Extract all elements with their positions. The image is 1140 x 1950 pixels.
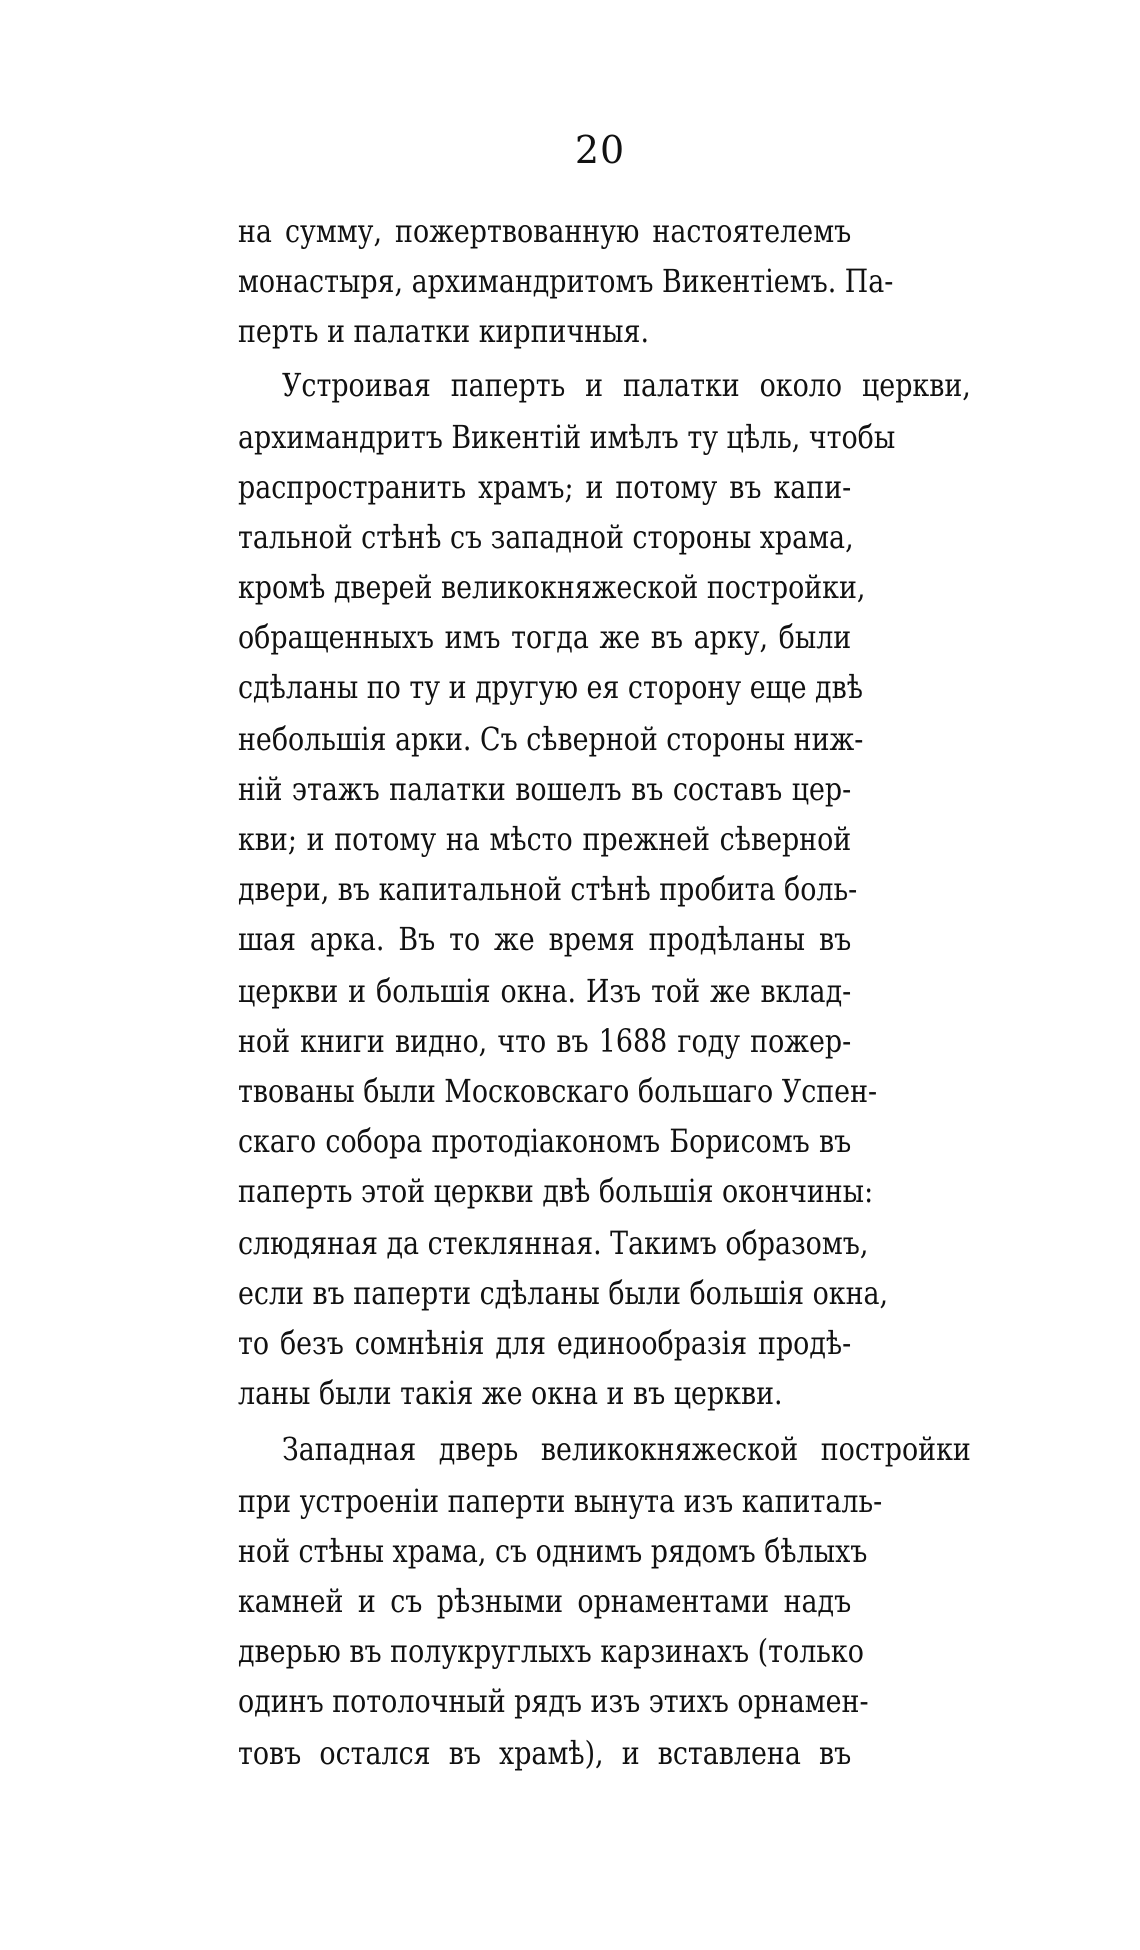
text-line: тальной стѣнѣ съ западной стороны храма,	[238, 518, 854, 556]
text-line: Устроивая паперть и палатки около церкви,	[282, 366, 971, 404]
text-line: монастыря, архимандритомъ Викентіемъ. Па-	[238, 262, 894, 300]
text-line: архимандритъ Викентій имѣлъ ту цѣль, чтобы	[238, 418, 896, 456]
text-line: дверью въ полукруглыхъ карзинахъ (только	[238, 1632, 864, 1670]
text-line: ной книги видно, что въ 1688 году пожер-	[238, 1022, 852, 1060]
text-line: небольшія арки. Съ сѣверной стороны ниж-	[238, 720, 864, 758]
text-line: товъ остался въ храмѣ), и вставлена въ	[238, 1734, 852, 1772]
text-line: скаго собора протодіакономъ Борисомъ въ	[238, 1122, 852, 1160]
text-line: распространить храмъ; и потому въ капи-	[238, 468, 852, 506]
text-line: твованы были Московскаго большаго Успен-	[238, 1072, 878, 1110]
text-line: ной стѣны храма, съ однимъ рядомъ бѣлыхъ	[238, 1532, 868, 1570]
text-line: если въ паперти сдѣланы были большія окна,	[238, 1274, 889, 1312]
text-line: паперть этой церкви двѣ большія окончины:	[238, 1172, 874, 1210]
text-line: сдѣланы по ту и другую ея сторону еще двѣ	[238, 668, 863, 706]
text-line: двери, въ капитальной стѣнѣ пробита боль-	[238, 870, 858, 908]
text-line: при устроеніи паперти вынута изъ капиталь-	[238, 1482, 883, 1520]
text-line: перть и палатки кирпичныя.	[238, 312, 650, 350]
text-line: кви; и потому на мѣсто прежней сѣверной	[238, 820, 852, 858]
page-number: 20	[574, 128, 626, 172]
text-line: одинъ потолочный рядъ изъ этихъ орнамен-	[238, 1682, 869, 1720]
text-line: то безъ сомнѣнія для единообразія продѣ-	[238, 1324, 852, 1362]
text-line: слюдяная да стеклянная. Такимъ образомъ,	[238, 1224, 869, 1262]
text-line: кромѣ дверей великокняжеской постройки,	[238, 568, 866, 606]
text-line: шая арка. Въ то же время продѣланы въ	[238, 920, 852, 958]
text-line: церкви и большія окна. Изъ той же вклад-	[238, 972, 852, 1010]
text-line: на сумму, пожертвованную настоятелемъ	[238, 212, 852, 250]
text-line: ланы были такія же окна и въ церкви.	[238, 1374, 783, 1412]
text-line: Западная дверь великокняжеской постройки	[282, 1430, 971, 1468]
text-line: ній этажъ палатки вошелъ въ составъ цер-	[238, 770, 852, 808]
text-line: обращенныхъ имъ тогда же въ арку, были	[238, 618, 852, 656]
text-line: камней и съ рѣзными орнаментами надъ	[238, 1582, 852, 1620]
